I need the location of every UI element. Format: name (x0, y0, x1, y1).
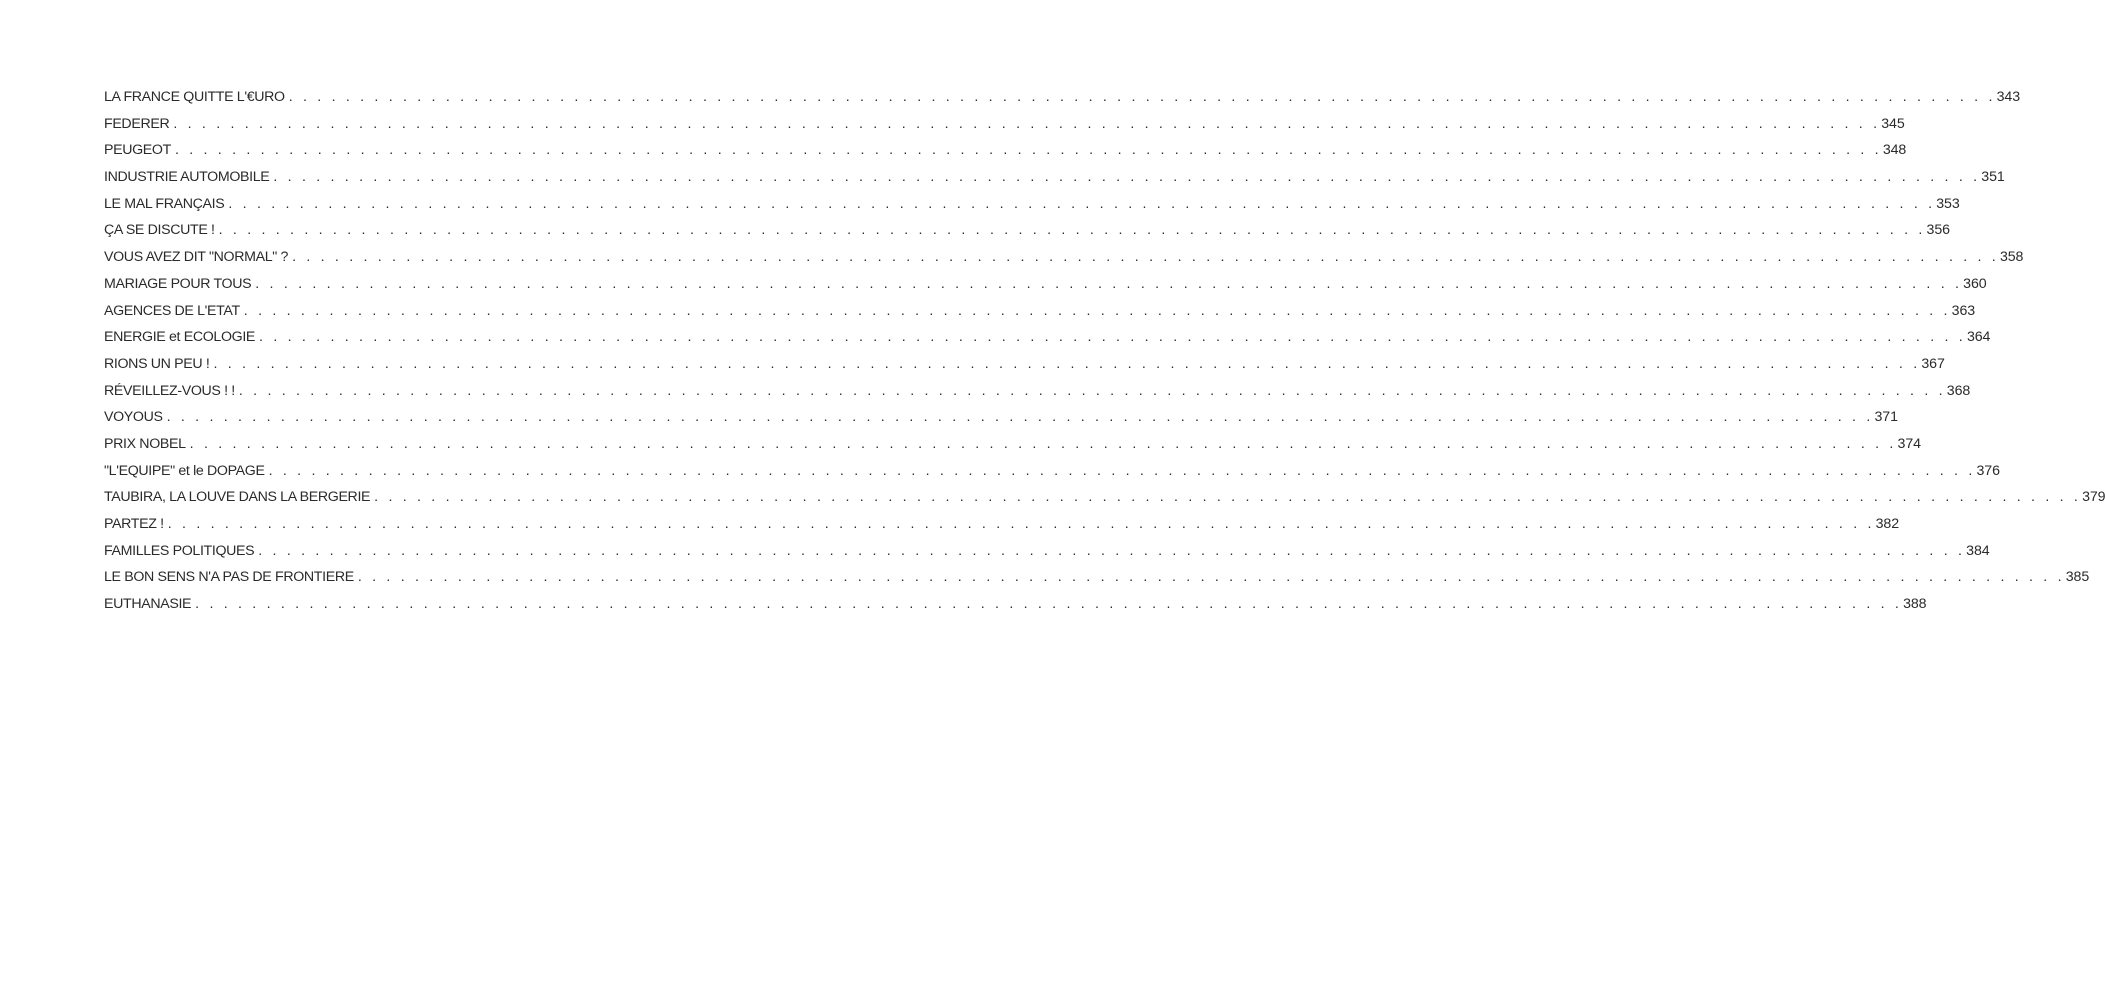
toc-entry-title: ÇA SE DISCUTE ! (104, 222, 215, 239)
toc-entry-title: "L'EQUIPE" et le DOPAGE (104, 462, 265, 479)
toc-entry-page-number: 348 (1882, 142, 1907, 159)
dot-leader: . . . . . . . . . . . . . . . . . . . . . . . . . . . . . . . . . . . . . . . . . . . . . . . . . . . . . . . . . . . . . . . . . . . . . . . . . . . . . . . . . . . . . . . . . . . . . . . . . . . . . . . . . . . . . . . . . . . . . . . . (255, 275, 1963, 292)
toc-entry-title: LE MAL FRANÇAIS (104, 195, 225, 212)
toc-entry[interactable] (104, 324, 1991, 351)
dot-leader: . . . . . . . . . . . . . . . . . . . . . . . . . . . . . . . . . . . . . . . . . . . . . . . . . . . . . . . . . . . . . . . . . . . . . . . . . . . . . . . . . . . . . . . . . . . . . . . . . . . . . . . . . . . . . . . . . . . . . . . . (268, 462, 1976, 479)
toc-entry-page-number: 356 (1926, 222, 1950, 239)
toc-entry-title: VOYOUS (104, 409, 163, 426)
table-of-contents (104, 84, 2105, 618)
toc-entry[interactable] (104, 111, 1905, 138)
dot-leader: . . . . . . . . . . . . . . . . . . . . . . . . . . . . . . . . . . . . . . . . . . . . . . . . . . . . . . . . . . . . . . . . . . . . . . . . . . . . . . . . . . . . . . . . . . . . . . . . . . . . . . . . . . . . . . . . . . . . . . . . (238, 382, 1946, 399)
dot-leader: . . . . . . . . . . . . . . . . . . . . . . . . . . . . . . . . . . . . . . . . . . . . . . . . . . . . . . . . . . . . . . . . . . . . . . . . . . . . . . . . . . . . . . . . . . . . . . . . . . . . . . . . . . . . . . . . . . . . . . . . (173, 115, 1881, 132)
toc-entry-title: LE BON SENS N'A PAS DE FRONTIERE (104, 569, 354, 586)
toc-entry[interactable] (104, 244, 2024, 271)
toc-entry-page-number: 360 (1963, 275, 1987, 292)
toc-entry[interactable] (104, 298, 1976, 325)
toc-entry-title: RÉVEILLEZ-VOUS ! ! (104, 382, 235, 399)
dot-leader: . . . . . . . . . . . . . . . . . . . . . . . . . . . . . . . . . . . . . . . . . . . . . . . . . . . . . . . . . . . . . . . . . . . . . . . . . . . . . . . . . . . . . . . . . . . . . . . . . . . . . . . . . . . . . . . . . . . . . . . . (189, 435, 1897, 452)
toc-entry[interactable] (104, 564, 2090, 591)
toc-entry[interactable] (104, 591, 1927, 618)
toc-entry-page-number: 384 (1966, 542, 1990, 559)
toc-entry-title: AGENCES DE L'ETAT (104, 302, 240, 319)
toc-entry-page-number: 367 (1921, 355, 1945, 372)
dot-leader: . . . . . . . . . . . . . . . . . . . . . . . . . . . . . . . . . . . . . . . . . . . . . . . . . . . . . . . . . . . . . . . . . . . . . . . . . . . . . . . . . . . . . . . . . . . . . . . . . . . . . . . . . . . . . . . . . . . . . . . . (273, 169, 1981, 186)
toc-entry-title: PARTEZ ! (104, 516, 164, 532)
dot-leader: . . . . . . . . . . . . . . . . . . . . . . . . . . . . . . . . . . . . . . . . . . . . . . . . . . . . . . . . . . . . . . . . . . . . . . . . . . . . . . . . . . . . . . . . . . . . . . . . . . . . . . . . . . . . . . . . . . . . . . . . (195, 596, 1903, 613)
dot-leader: . . . . . . . . . . . . . . . . . . . . . . . . . . . . . . . . . . . . . . . . . . . . . . . . . . . . . . . . . . . . . . . . . . . . . . . . . . . . . . . . . . . . . . . . . . . . . . . . . . . . . . . . . . . . . . . . . . . . . . . . (288, 89, 1996, 105)
dot-leader: . . . . . . . . . . . . . . . . . . . . . . . . . . . . . . . . . . . . . . . . . . . . . . . . . . . . . . . . . . . . . . . . . . . . . . . . . . . . . . . . . . . . . . . . . . . . . . . . . . . . . . . . . . . . . . . . . . . . . . . . (174, 142, 1882, 159)
toc-entry-page-number: 358 (1999, 249, 2024, 266)
toc-entry[interactable] (104, 271, 1987, 298)
toc-entry-title: ENERGIE et ECOLOGIE (104, 329, 256, 346)
toc-entry-page-number: 374 (1897, 435, 1921, 452)
toc-entry-page-number: 343 (1996, 89, 2020, 105)
toc-entry[interactable] (104, 378, 1971, 405)
toc-entry-title: MARIAGE POUR TOUS (104, 275, 252, 292)
toc-entry-title: VOUS AVEZ DIT "NORMAL" ? (104, 249, 289, 266)
toc-entry[interactable] (104, 164, 2005, 191)
toc-entry[interactable] (104, 484, 2105, 511)
toc-entry[interactable] (104, 217, 1950, 244)
toc-entry[interactable] (104, 538, 1990, 565)
toc-entry-page-number: 376 (1976, 462, 2000, 479)
toc-entry-page-number: 345 (1881, 115, 1905, 132)
toc-entry-title: FEDERER (104, 115, 170, 132)
toc-entry-page-number: 371 (1874, 409, 1898, 426)
toc-entry[interactable] (104, 137, 1907, 164)
dot-leader: . . . . . . . . . . . . . . . . . . . . . . . . . . . . . . . . . . . . . . . . . . . . . . . . . . . . . . . . . . . . . . . . . . . . . . . . . . . . . . . . . . . . . . . . . . . . . . . . . . . . . . . . . . . . . . . . . . . . . . . . (167, 516, 1875, 532)
toc-entry-page-number: 382 (1875, 516, 1900, 532)
toc-entry-title: RIONS UN PEU ! (104, 355, 210, 372)
toc-entry-title: TAUBIRA, LA LOUVE DANS LA BERGERIE (104, 489, 371, 506)
dot-leader: . . . . . . . . . . . . . . . . . . . . . . . . . . . . . . . . . . . . . . . . . . . . . . . . . . . . . . . . . . . . . . . . . . . . . . . . . . . . . . . . . . . . . . . . . . . . . . . . . . . . . . . . . . . . . . . . . . . . . . . . (292, 249, 1999, 266)
dot-leader: . . . . . . . . . . . . . . . . . . . . . . . . . . . . . . . . . . . . . . . . . . . . . . . . . . . . . . . . . . . . . . . . . . . . . . . . . . . . . . . . . . . . . . . . . . . . . . . . . . . . . . . . . . . . . . . . . . . . . . . . (243, 302, 1951, 319)
toc-entry-page-number: 388 (1903, 596, 1927, 613)
toc-entry-page-number: 353 (1936, 195, 1960, 212)
dot-leader: . . . . . . . . . . . . . . . . . . . . . . . . . . . . . . . . . . . . . . . . . . . . . . . . . . . . . . . . . . . . . . . . . . . . . . . . . . . . . . . . . . . . . . . . . . . . . . . . . . . . . . . . . . . . . . . . . . . . . . . . (166, 409, 1874, 426)
dot-leader: . . . . . . . . . . . . . . . . . . . . . . . . . . . . . . . . . . . . . . . . . . . . . . . . . . . . . . . . . . . . . . . . . . . . . . . . . . . . . . . . . . . . . . . . . . . . . . . . . . . . . . . . . . . . . . . . . . . . . . . . (218, 222, 1926, 239)
toc-entry-page-number: 379 (2082, 489, 2105, 506)
toc-entry-page-number: 363 (1951, 302, 1976, 319)
toc-entry[interactable] (104, 404, 1898, 431)
toc-entry-page-number: 368 (1946, 382, 1971, 399)
toc-entry-title: PRIX NOBEL (104, 435, 186, 452)
dot-leader: . . . . . . . . . . . . . . . . . . . . . . . . . . . . . . . . . . . . . . . . . . . . . . . . . . . . . . . . . . . . . . . . . . . . . . . . . . . . . . . . . . . . . . . . . . . . . . . . . . . . . . . . . . . . . . . . . . . . . . . . (259, 329, 1966, 346)
toc-entry[interactable] (104, 431, 1921, 458)
dot-leader: . . . . . . . . . . . . . . . . . . . . . . . . . . . . . . . . . . . . . . . . . . . . . . . . . . . . . . . . . . . . . . . . . . . . . . . . . . . . . . . . . . . . . . . . . . . . . . . . . . . . . . . . . . . . . . . . . . . . . . . . (228, 195, 1936, 212)
toc-entry[interactable] (104, 84, 2020, 111)
toc-entry[interactable] (104, 351, 1945, 378)
toc-entry-page-number: 385 (2065, 569, 2090, 586)
toc-entry[interactable] (104, 191, 1960, 218)
dot-leader: . . . . . . . . . . . . . . . . . . . . . . . . . . . . . . . . . . . . . . . . . . . . . . . . . . . . . . . . . . . . . . . . . . . . . . . . . . . . . . . . . . . . . . . . . . . . . . . . . . . . . . . . . . . . . . . . . . . . . . . . (374, 489, 2082, 506)
dot-leader: . . . . . . . . . . . . . . . . . . . . . . . . . . . . . . . . . . . . . . . . . . . . . . . . . . . . . . . . . . . . . . . . . . . . . . . . . . . . . . . . . . . . . . . . . . . . . . . . . . . . . . . . . . . . . . . . . . . . . . . . (213, 355, 1921, 372)
toc-entry-title: PEUGEOT (104, 142, 171, 159)
toc-entry-page-number: 364 (1966, 329, 1991, 346)
toc-entry-title: FAMILLES POLITIQUES (104, 542, 255, 559)
toc-entry-page-number: 351 (1981, 169, 2005, 186)
toc-entry-title: LA FRANCE QUITTE L'€URO (104, 89, 285, 105)
dot-leader: . . . . . . . . . . . . . . . . . . . . . . . . . . . . . . . . . . . . . . . . . . . . . . . . . . . . . . . . . . . . . . . . . . . . . . . . . . . . . . . . . . . . . . . . . . . . . . . . . . . . . . . . . . . . . . . . . . . . . . . . (357, 569, 2065, 586)
toc-entry-title: INDUSTRIE AUTOMOBILE (104, 169, 270, 186)
toc-entry-title: EUTHANASIE (104, 596, 192, 613)
dot-leader: . . . . . . . . . . . . . . . . . . . . . . . . . . . . . . . . . . . . . . . . . . . . . . . . . . . . . . . . . . . . . . . . . . . . . . . . . . . . . . . . . . . . . . . . . . . . . . . . . . . . . . . . . . . . . . . . . . . . . . . . (258, 542, 1966, 559)
toc-entry[interactable] (104, 458, 2000, 485)
toc-entry[interactable] (104, 511, 1900, 538)
